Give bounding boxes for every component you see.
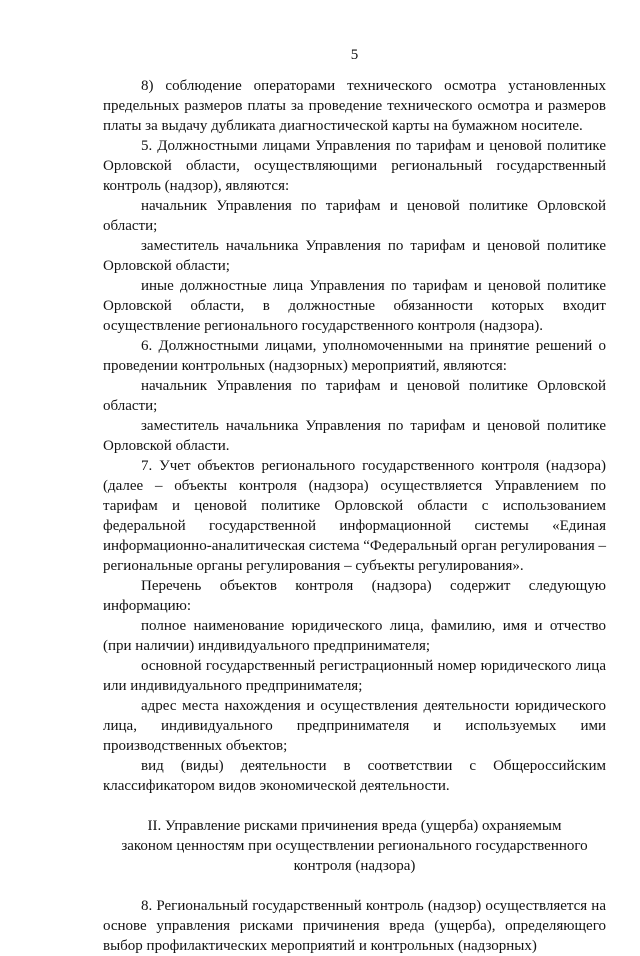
paragraph-objects-accounting: 7. Учет объектов регионального государственного контроля (надзора) (далее – объекты контроля (надзора) осуществляется Управлением по тарифам и ценовой политике Орловской области с использованием федеральной государственной информационной системы «Единая информационно-аналитическая система “Федеральный орган регулирования – региональные органы регулирования – субъекты регулирования». — [103, 458, 606, 574]
section-heading — [103, 816, 606, 876]
paragraph-head-decisions: начальник Управления по тарифам и ценовой политике Орловской области; — [103, 378, 606, 414]
paragraph-officials-control: 5. Должностными лицами Управления по тарифам и ценовой политике Орловской области, осуществляющими региональный государственный контроль (надзор), являются: — [103, 138, 606, 194]
paragraph-risk-management: 8. Региональный государственный контроль (надзор) осуществляется на основе управления рисками причинения вреда (ущерба), определяющего выбор профилактических мероприятий и контрольных (надзорных) — [103, 898, 606, 954]
section-heading-line-2: законом ценностям при осуществлении регионального государственного — [121, 838, 588, 854]
section-heading-line-3: контроля (надзора) — [293, 858, 416, 874]
page-number: 5 — [350, 47, 359, 63]
section-heading-line-1: II. Управление рисками причинения вреда (ущерба) охраняемым — [147, 818, 562, 834]
paragraph-address: адрес места нахождения и осуществления деятельности юридического лица, индивидуального предпринимателя и используемых ими производственных объектов; — [103, 698, 606, 754]
paragraph-deputy-head: заместитель начальника Управления по тарифам и ценовой политике Орловской области; — [103, 238, 606, 274]
paragraph-deputy-head-decisions: заместитель начальника Управления по тарифам и ценовой политике Орловской области. — [103, 418, 606, 454]
paragraph-activity-type: вид (виды) деятельности в соответствии с Общероссийским классификатором видов экономической деятельности. — [103, 758, 606, 794]
paragraph-full-name: полное наименование юридического лица, фамилию, имя и отчество (при наличии) индивидуального предпринимателя; — [103, 618, 606, 654]
paragraph-item-8: 8) соблюдение операторами технического осмотра установленных предельных размеров платы за проведение технического осмотра и размеров платы за выдачу дубликата диагностической карты на бумажном носителе. — [103, 78, 606, 134]
paragraph-registration-number: основной государственный регистрационный номер юридического лица или индивидуального предпринимателя; — [103, 658, 606, 694]
paragraph-objects-list: Перечень объектов контроля (надзора) содержит следующую информацию: — [103, 578, 606, 614]
paragraph-head: начальник Управления по тарифам и ценовой политике Орловской области; — [103, 198, 606, 234]
paragraph-other-officials: иные должностные лица Управления по тарифам и ценовой политике Орловской области, в должностные обязанности которых входит осуществление регионального государственного контроля (надзора). — [103, 278, 606, 334]
paragraph-officials-decisions: 6. Должностными лицами, уполномоченными на принятие решений о проведении контрольных (надзорных) мероприятий, являются: — [103, 338, 606, 374]
